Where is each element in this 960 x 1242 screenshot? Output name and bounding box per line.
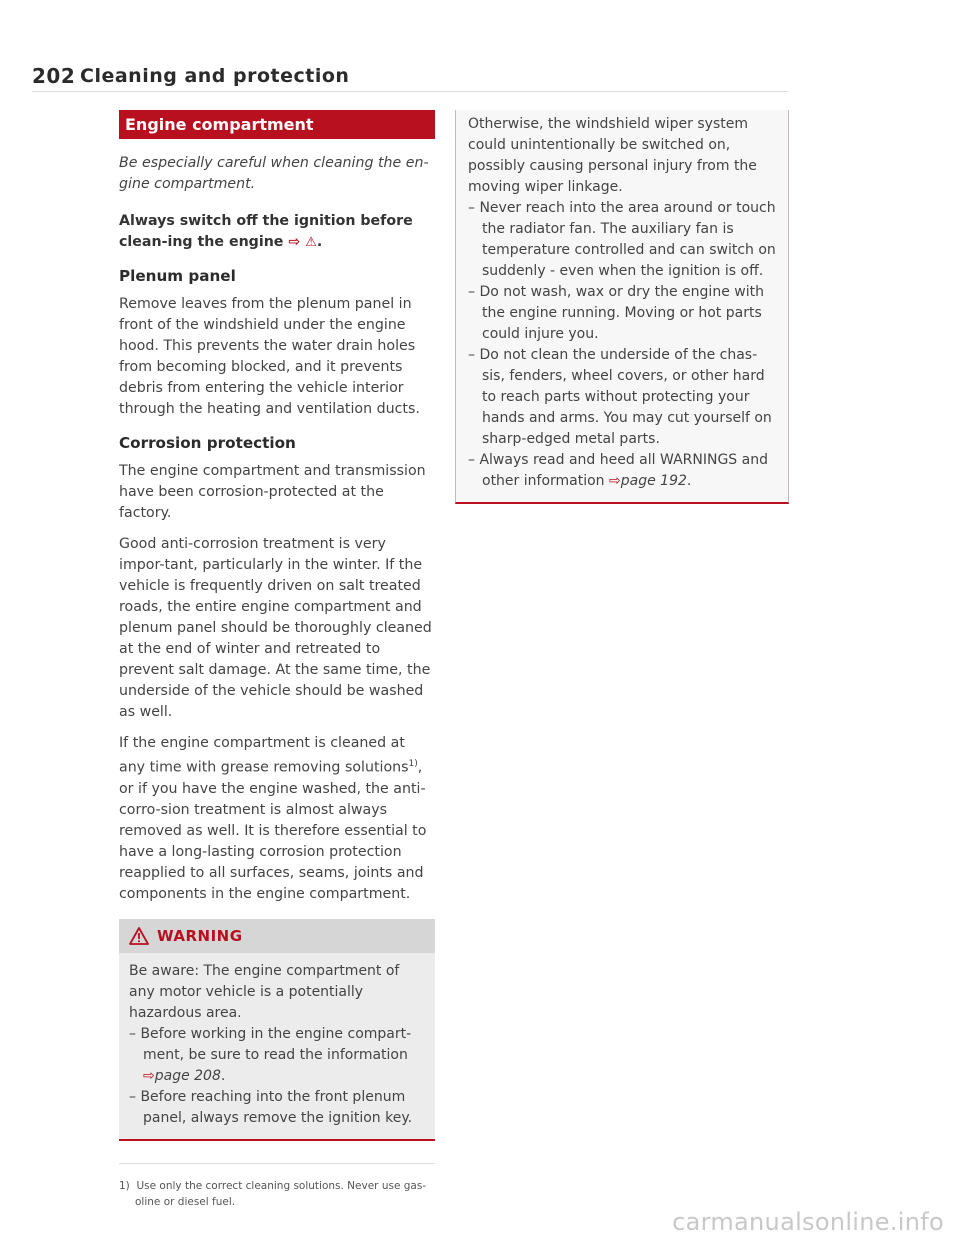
warning-bullet-1-text: – Before working in the engine compart-ment, be sure to read the information	[129, 1025, 412, 1063]
ignition-note	[119, 211, 435, 253]
corrosion-paragraph-1: The engine compartment and transmission have been corrosion-protected at the factory.	[119, 463, 426, 521]
corrosion-heading: Corrosion protection	[119, 434, 296, 452]
corrosion-p3-end: , or if you have the engine washed, the anti-corro-sion treatment is almost always removed as well. It is therefore essential to have a long-lasting corrosion protection reapplied to all surfaces, seams, joints and components in the engine compartment.	[119, 759, 427, 902]
right-bullet-4-end: .	[686, 473, 692, 489]
intro-text: Be especially careful when cleaning the en-gine compartment.	[119, 155, 429, 192]
warning-triangle-icon[interactable]: ⚠	[305, 235, 317, 250]
arrow-ref-icon[interactable]: ⇨	[143, 1067, 155, 1084]
footnote	[119, 1178, 435, 1210]
page-link-192[interactable]: page 192	[620, 473, 687, 489]
right-bullet-2: – Do not wash, wax or dry the engine with the engine running. Moving or hot parts could injure you.	[468, 284, 764, 342]
right-bullet-1: – Never reach into the area around or touch the radiator fan. The auxiliary fan is temperature controlled and can switch on suddenly - even when the ignition is off.	[468, 200, 776, 279]
warning-intro: Be aware: The engine compartment of any motor vehicle is a potentially hazardous area.	[129, 962, 400, 1021]
right-column	[455, 110, 789, 504]
corrosion-paragraph-2: Good anti-corrosion treatment is very impor-tant, particularly in the winter. If the vehicle is frequently driven on salt treated roads, the entire engine compartment and plenum panel should be thoroughly cleaned at the end of winter and retreated to prevent salt damage. At the same time, the underside of the vehicle should be washed as well.	[119, 536, 432, 720]
page-link-208[interactable]: page 208	[154, 1067, 221, 1084]
warning-icon	[129, 927, 149, 945]
section-title: Cleaning and protection	[80, 65, 350, 87]
warning-bullet-1	[129, 1024, 425, 1087]
right-bullet-3: – Do not clean the underside of the chas-sis, fenders, wheel covers, or other hard to reach parts without protecting your hands and arms. You may cut yourself on sharp-edged metal parts.	[468, 347, 772, 447]
footnote-text: Use only the correct cleaning solutions. Never use gas-oline or diesel fuel.	[135, 1179, 427, 1208]
arrow-ref-icon[interactable]: ⇨	[609, 473, 621, 489]
plenum-text: Remove leaves from the plenum panel in front of the windshield under the engine hood. This prevents the water drain holes from becoming blocked, and it prevents debris from entering the vehicle interior through the heating and ventilation ducts.	[119, 296, 420, 417]
watermark: carmanualsonline.info	[672, 1208, 944, 1236]
topic-banner: Engine compartment	[119, 110, 435, 139]
page-number: 202	[32, 64, 76, 88]
warning-header	[119, 919, 435, 953]
warning-bullet-2: – Before reaching into the front plenum panel, always remove the ignition key.	[129, 1088, 413, 1126]
warning-box	[119, 919, 435, 1141]
warning-bullet-1-end: .	[220, 1067, 226, 1084]
warning-body	[119, 953, 435, 1139]
ignition-note-end: .	[316, 234, 323, 250]
corrosion-paragraph-3	[119, 733, 435, 905]
page-header	[32, 64, 788, 92]
footnote-marker[interactable]: 1)	[408, 759, 418, 769]
ignition-note-text: Always switch off the ignition before clean-ing the engine	[119, 213, 413, 250]
right-bullet-4	[468, 450, 776, 492]
left-column	[119, 110, 435, 1210]
arrow-ref-icon[interactable]: ⇨	[288, 234, 301, 250]
footnote-divider	[119, 1163, 435, 1164]
warning-continuation-box	[455, 110, 789, 504]
footnote-number: 1)	[119, 1179, 130, 1192]
warning-label: WARNING	[157, 926, 243, 945]
continuation-text: Otherwise, the windshield wiper system could unintentionally be switched on, possibly causing personal injury from the moving wiper linkage.	[468, 116, 757, 195]
plenum-heading: Plenum panel	[119, 267, 236, 285]
right-bullet-4-text: – Always read and heed all WARNINGS and other information	[468, 452, 768, 489]
corrosion-p3-start: If the engine compartment is cleaned at any time with grease removing solutions	[119, 735, 409, 776]
